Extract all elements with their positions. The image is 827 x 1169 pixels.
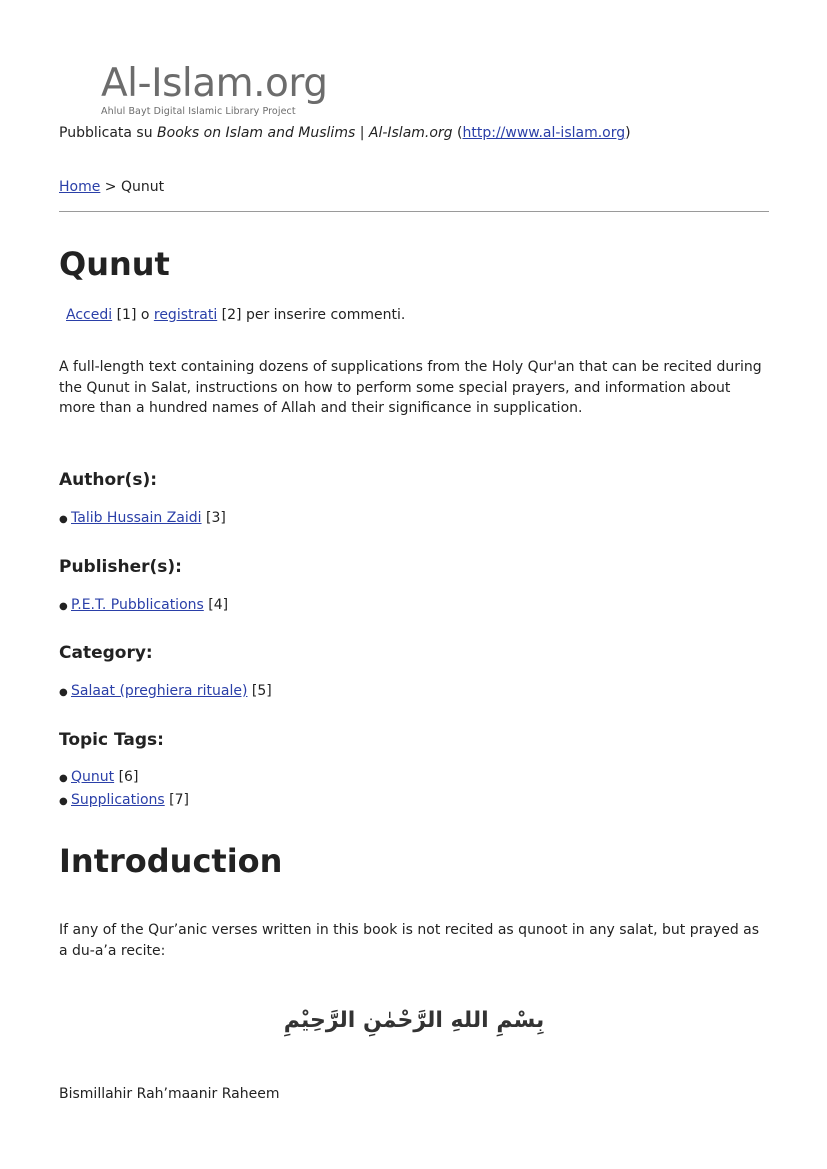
list-item: ● Talib Hussain Zaidi [3] bbox=[59, 510, 226, 526]
login-ref: [1] o bbox=[112, 307, 154, 323]
introduction-heading: Introduction bbox=[59, 842, 283, 880]
author-link[interactable]: Talib Hussain Zaidi bbox=[71, 510, 202, 526]
tag-ref: [6] bbox=[114, 769, 139, 785]
tags-list bbox=[59, 767, 189, 812]
breadcrumb-home-link[interactable]: Home bbox=[59, 179, 101, 195]
published-open: ( bbox=[452, 125, 463, 141]
breadcrumb bbox=[59, 179, 164, 195]
list-item: ● P.E.T. Pubblications [4] bbox=[59, 597, 229, 613]
site-url-link[interactable]: http://www.al-islam.org bbox=[462, 125, 626, 141]
login-prompt bbox=[66, 307, 405, 323]
arabic-verse: بِسْمِ اللهِ الرَّحْمٰنِ الرَّحِيْمِ bbox=[283, 1008, 545, 1033]
publishers-heading: Publisher(s): bbox=[59, 557, 182, 577]
list-item: ● Qunut [6] bbox=[59, 769, 139, 785]
category-heading: Category: bbox=[59, 643, 153, 663]
logo-subtitle: Ahlul Bayt Digital Islamic Library Project bbox=[101, 106, 296, 117]
authors-list bbox=[59, 508, 226, 531]
list-item: ● Supplications [7] bbox=[59, 791, 189, 808]
published-line bbox=[59, 125, 631, 141]
transliteration: Bismillahir Rah’maanir Raheem bbox=[59, 1086, 280, 1102]
authors-heading: Author(s): bbox=[59, 470, 158, 490]
published-close: ) bbox=[625, 125, 631, 141]
logo-title: Al-Islam.org bbox=[101, 61, 328, 106]
publisher-ref: [4] bbox=[203, 597, 229, 613]
tag-link-supplications[interactable]: Supplications bbox=[71, 791, 165, 808]
breadcrumb-separator: > bbox=[100, 179, 121, 195]
book-description: A full-length text containing dozens of supplications from the Holy Qur'an that can be recited during the Qunut in Salat, instructions on how to perform some special prayers, and information about more than a hundred names of Allah and their significance in supplication. bbox=[59, 359, 762, 416]
site-logo[interactable] bbox=[79, 61, 328, 120]
author-ref: [3] bbox=[201, 510, 226, 526]
register-ref: [2] per inserire commenti. bbox=[217, 307, 406, 323]
published-prefix: Pubblicata su bbox=[59, 125, 158, 141]
breadcrumb-current: Qunut bbox=[120, 179, 165, 195]
category-ref: [5] bbox=[247, 683, 272, 699]
publishers-list bbox=[59, 595, 228, 618]
category-link[interactable]: Salaat (preghiera rituale) bbox=[71, 683, 248, 699]
tag-link-qunut[interactable]: Qunut bbox=[71, 769, 115, 785]
introduction-text: If any of the Qur’anic verses written in this book is not recited as qunoot in any salat, but prayed as a du-a’a recite: bbox=[59, 922, 760, 959]
list-item: ● Salaat (preghiera rituale) [5] bbox=[59, 683, 272, 699]
published-site: Books on Islam and Muslims | Al-Islam.org bbox=[157, 125, 453, 141]
divider bbox=[59, 211, 769, 212]
login-link[interactable]: Accedi bbox=[66, 307, 113, 323]
category-list bbox=[59, 681, 272, 704]
register-link[interactable]: registrati bbox=[153, 307, 218, 323]
tags-heading: Topic Tags: bbox=[59, 730, 164, 750]
page-title: Qunut bbox=[59, 245, 170, 283]
publisher-link[interactable]: P.E.T. Pubblications bbox=[71, 597, 204, 613]
tag-ref: [7] bbox=[164, 791, 189, 808]
